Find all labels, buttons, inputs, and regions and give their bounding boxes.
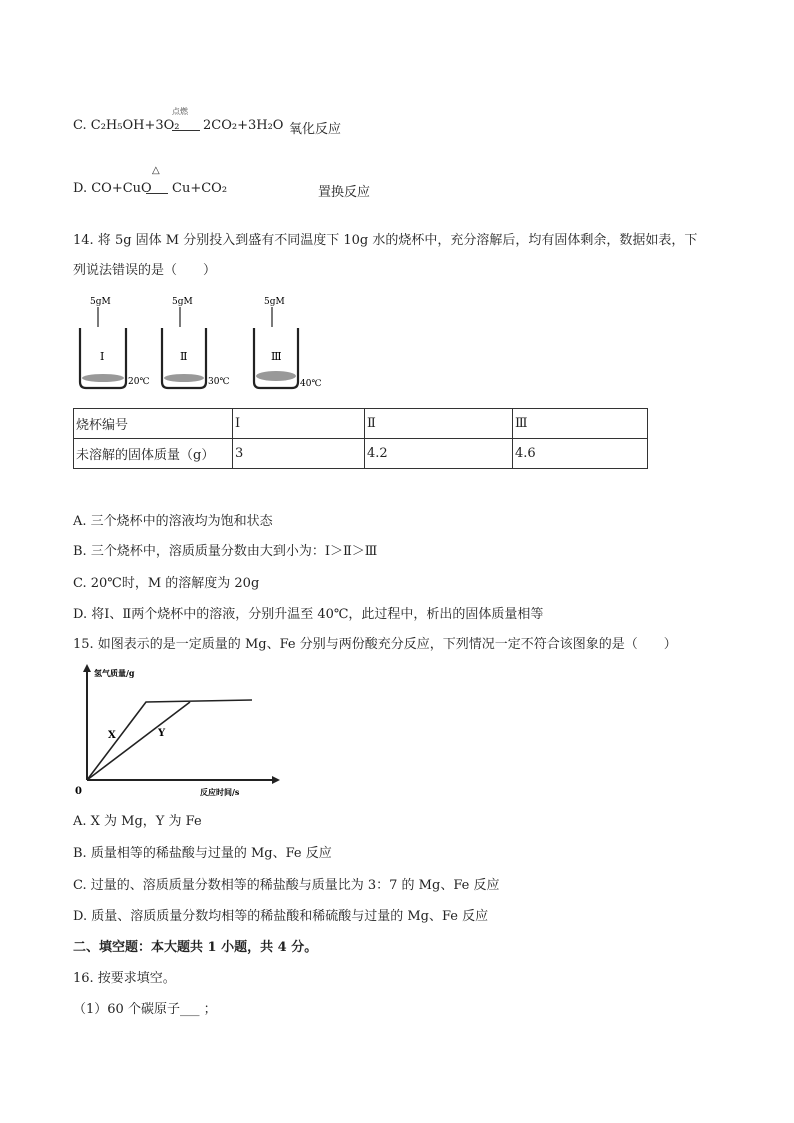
- q15-stem: 15. 如图表示的是一定质量的 Mg、Fe 分别与两份酸充分反应，下列情况一定不符合该图象的是（ ）: [73, 637, 677, 652]
- option-c-reactants: C₂H₅OH+3O₂: [90, 118, 180, 133]
- graph-line-x-label: X: [108, 730, 116, 741]
- option-c-prefix: C.: [73, 118, 91, 133]
- table-cell: Ⅰ: [233, 409, 365, 439]
- beaker-3-temp: 40℃: [300, 379, 322, 389]
- graph-ylabel: 氢气质量/g: [94, 668, 135, 678]
- graph-xlabel: 反应时间/s: [200, 787, 240, 797]
- beakers-illustration: [68, 292, 338, 392]
- q15-option-d: D. 质量、溶质质量分数均相等的稀盐酸和稀硫酸与过量的 Mg、Fe 反应: [73, 909, 489, 924]
- q13-option-d: [73, 181, 152, 196]
- option-c-products: 2CO₂+3H₂O: [203, 118, 284, 133]
- solubility-table: [73, 408, 648, 469]
- beaker-1-label: 5gM: [90, 297, 111, 307]
- option-c-condition: 点燃: [172, 107, 188, 116]
- beaker-2-temp: 30℃: [208, 377, 230, 387]
- q14-option-d: D. 将Ⅰ、Ⅱ两个烧杯中的溶液，分别升温至 40℃，此过程中，析出的固体质量相等: [73, 607, 544, 622]
- graph-line-y-label: Y: [158, 728, 166, 739]
- q15-option-b: B. 质量相等的稀盐酸与过量的 Mg、Fe 反应: [73, 846, 332, 861]
- option-c-equals-bar: [172, 130, 200, 131]
- option-d-equals-bar: [146, 193, 168, 194]
- table-row: [74, 409, 648, 439]
- table-row: [74, 439, 648, 469]
- q16-item-1: （1）60 个碳原子___ ；: [73, 1002, 217, 1017]
- beaker-3: [254, 297, 322, 389]
- option-d-prefix: D.: [73, 181, 88, 196]
- q16-stem: 16. 按要求填空。: [73, 971, 176, 986]
- section-heading: 二、填空题：本大题共 1 小题，共 4 分。: [73, 940, 318, 955]
- beaker-1: [80, 297, 150, 388]
- option-d-type: 置换反应: [318, 185, 371, 200]
- beaker-2-roman: Ⅱ: [180, 350, 188, 363]
- option-d-products: Cu+CO₂: [172, 181, 228, 196]
- graph-origin: 0: [75, 786, 82, 797]
- table-cell: 未溶解的固体质量（g）: [74, 439, 233, 469]
- table-cell: 4.6: [513, 439, 648, 469]
- beaker-3-label: 5gM: [264, 297, 285, 307]
- beaker-2-label: 5gM: [172, 297, 193, 307]
- q13-option-c: [73, 118, 179, 133]
- q15-option-c: C. 过量的、溶质质量分数相等的稀盐酸与质量比为 3：7 的 Mg、Fe 反应: [73, 878, 500, 893]
- table-cell: Ⅲ: [513, 409, 648, 439]
- table-cell: 烧杯编号: [74, 409, 233, 439]
- table-cell: Ⅱ: [365, 409, 513, 439]
- q14-stem-line2: 列说法错误的是（ ）: [73, 263, 217, 278]
- q14-option-a: A. 三个烧杯中的溶液均为饱和状态: [73, 514, 273, 529]
- beaker-1-roman: Ⅰ: [100, 350, 105, 363]
- option-d-condition: △: [152, 165, 160, 176]
- table-cell: 3: [233, 439, 365, 469]
- q14-option-c: C. 20℃时，M 的溶解度为 20g: [73, 576, 260, 591]
- q15-option-a: A. X 为 Mg，Y 为 Fe: [73, 814, 202, 829]
- q14-stem-line1: 14. 将 5g 固体 M 分别投入到盛有不同温度下 10g 水的烧杯中，充分溶解后，均有固体剩余，数据如表，下: [73, 233, 698, 248]
- option-d-reactants: CO+CuO: [91, 181, 152, 196]
- beaker-1-temp: 20℃: [128, 377, 150, 387]
- table-cell: 4.2: [365, 439, 513, 469]
- beaker-2: [162, 297, 230, 388]
- hydrogen-graph: [72, 662, 287, 802]
- q14-option-b: B. 三个烧杯中，溶质质量分数由大到小为：Ⅰ＞Ⅱ＞Ⅲ: [73, 544, 378, 559]
- option-c-type: 氧化反应: [289, 122, 342, 137]
- beaker-3-roman: Ⅲ: [271, 350, 282, 363]
